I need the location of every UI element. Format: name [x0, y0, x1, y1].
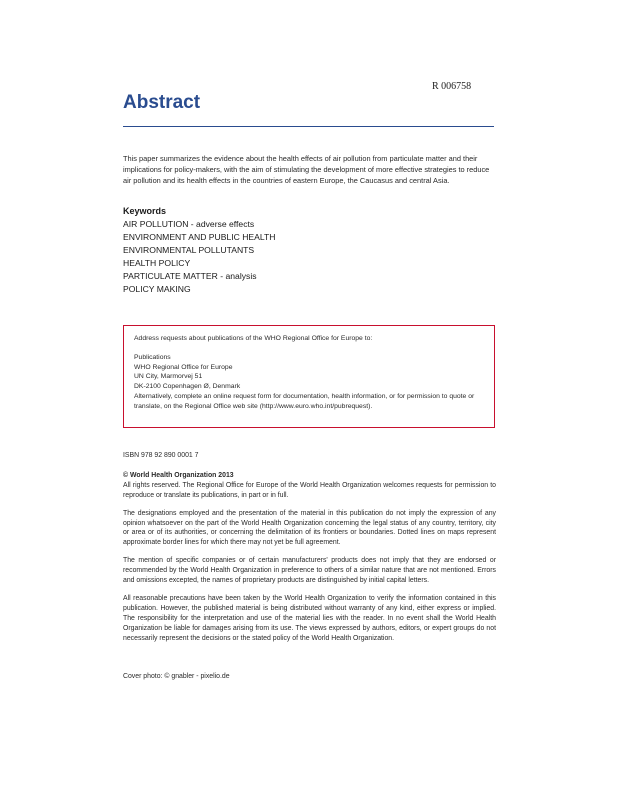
keyword-item: PARTICULATE MATTER - analysis: [123, 271, 257, 282]
abstract-title: Abstract: [123, 92, 201, 113]
address-line: UN City, Marmorvej 51: [134, 373, 203, 381]
keywords-heading: Keywords: [123, 206, 167, 216]
document-code: R 006758: [432, 81, 472, 92]
keywords-section: [123, 206, 493, 297]
legal-paragraph: All reasonable precautions have been taken by the World Health Organization to verify the information contained in this publication. However, the published material is being distributed without warranty of any kind, either express or implied. The responsibility for the interpretation and use of the material lies with the reader. In no event shall the World Health Organization be liable for damages arising from its use. The views expressed by authors, editors, or expert groups do not necessarily represent the decisions or the stated policy of the World Health Organization.: [123, 594, 496, 642]
address-line: Publications: [134, 353, 171, 361]
isbn-text: ISBN 978 92 890 0001 7: [123, 452, 199, 459]
keyword-item: POLICY MAKING: [123, 284, 191, 295]
legal-paragraph: The mention of specific companies or of certain manufacturers' products does not imply that they are endorsed or recommended by the World Health Organization in preference to others of a similar nature that are not mentioned. Errors and omissions excepted, the names of proprietary products are distinguished by initial capital letters.: [123, 557, 496, 585]
keyword-item: ENVIRONMENT AND PUBLIC HEALTH: [123, 232, 276, 243]
address-line: DK-2100 Copenhagen Ø, Denmark: [134, 383, 241, 391]
title-divider: [123, 126, 494, 127]
keyword-item: ENVIRONMENTAL POLLUTANTS: [123, 245, 255, 256]
address-intro: Address requests about publications of the WHO Regional Office for Europe to:: [134, 335, 373, 342]
abstract-text: This paper summarizes the evidence about the health effects of air pollution from particulate matter and their implications for policy-makers, with the aim of stimulating the development of more effective strategies to reduce air pollution and its health effects in the countries of eastern Europe, the Caucasus and central Asia.: [123, 154, 490, 186]
address-outro: Alternatively, complete an online request form for documentation, health information, or for permission to quote or translate, on the Regional Office web site (http://www.euro.who.int/pubrequest).: [134, 392, 475, 410]
cover-photo-credit: Cover photo: © gnabler - pixelio.de: [123, 673, 230, 680]
copyright-text: © World Health Organization 2013: [123, 471, 234, 479]
keyword-item: HEALTH POLICY: [123, 258, 191, 269]
address-line: WHO Regional Office for Europe: [134, 363, 233, 371]
legal-section: [123, 451, 496, 652]
address-box: [123, 325, 495, 428]
legal-paragraph: All rights reserved. The Regional Office for Europe of the World Health Organization welcomes requests for permission to reproduce or translate its publications, in part or in full.: [123, 481, 496, 499]
keyword-item: AIR POLLUTION - adverse effects: [123, 219, 255, 229]
legal-paragraph: The designations employed and the presentation of the material in this publication do not imply the expression of any opinion whatsoever on the part of the World Health Organization concerning the legal status of any country, territory, city or area or of its authorities, or concerning the delimitation of its frontiers or boundaries. Dotted lines on maps represent approximate border lines for which there may not yet be full agreement.: [123, 509, 496, 547]
